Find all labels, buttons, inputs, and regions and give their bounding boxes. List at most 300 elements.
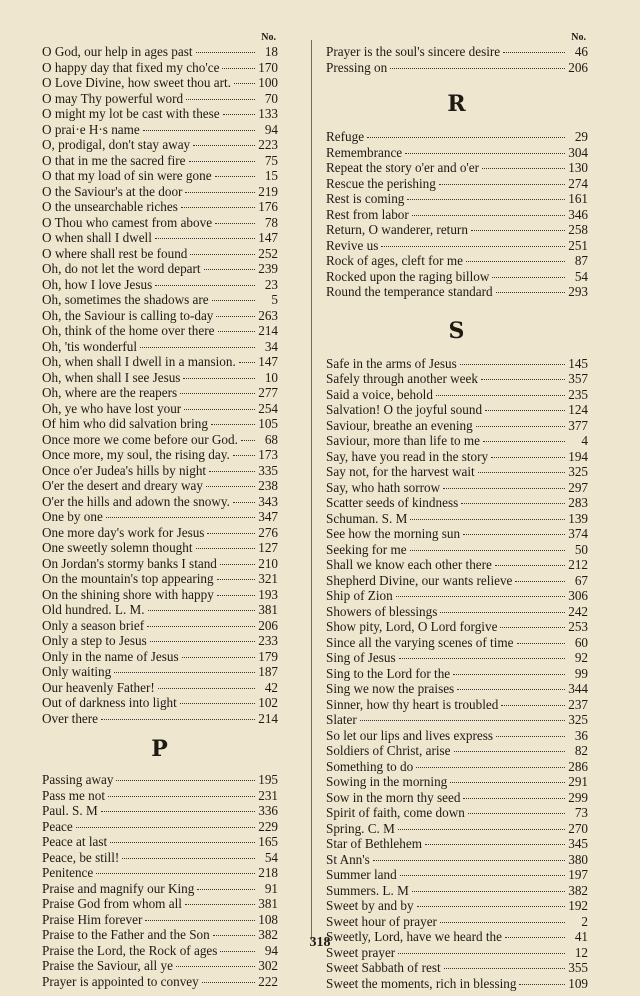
dot-leader [360, 720, 565, 721]
hymn-number: 73 [574, 805, 588, 820]
index-entry [326, 253, 588, 269]
dot-leader [398, 829, 565, 830]
entry-title: Oh, when shall I see Jesus [42, 369, 181, 385]
dot-leader [206, 486, 255, 487]
entry-title: Ship of Zion [326, 588, 393, 603]
hymn-number: 374 [568, 526, 588, 541]
dot-leader [184, 409, 255, 410]
entry-title: Seeking for me [326, 541, 407, 557]
entry-title: So let our lips and lives express [326, 727, 494, 743]
dot-leader [482, 168, 565, 169]
index-entry [42, 695, 278, 711]
hymn-number: 147 [258, 230, 278, 245]
entry-title: Rescue the perishing [326, 175, 436, 191]
entry-title: Praise to the Father and the Son [42, 927, 210, 942]
dot-leader [180, 703, 255, 704]
hymn-number: 50 [574, 541, 588, 557]
entry-title: Sing we now the praises [326, 681, 455, 696]
hymn-number: 176 [258, 199, 278, 214]
index-entry [42, 834, 278, 850]
dot-leader [143, 130, 255, 131]
entry-title: Peace [42, 818, 73, 834]
hymn-number: 130 [568, 160, 588, 175]
dot-leader [425, 844, 565, 845]
entry-title: Only a step to Jesus [42, 633, 147, 648]
index-entry [326, 145, 588, 161]
dot-leader [155, 285, 255, 286]
hymn-number: 214 [258, 710, 278, 726]
index-entry [326, 284, 588, 300]
dot-leader [108, 796, 255, 797]
hymn-number: 108 [258, 911, 278, 927]
page-number: 318 [309, 935, 331, 950]
hymn-number: 165 [258, 834, 278, 849]
hymn-number: 41 [574, 929, 588, 944]
hymn-number: 105 [258, 416, 278, 431]
dot-leader [101, 719, 255, 720]
index-entry [42, 664, 278, 680]
entry-title: Oh, the Saviour is calling to-day [42, 307, 214, 323]
index-entry [42, 509, 278, 525]
entry-title: O Thou who camest from above [42, 214, 213, 230]
dot-leader [373, 860, 565, 861]
dot-leader [196, 548, 255, 549]
index-entry [326, 805, 588, 821]
dot-leader [440, 612, 565, 613]
index-entry [42, 385, 278, 401]
hymn-number: 276 [258, 524, 278, 540]
entry-title: O when shall I dwell [42, 230, 152, 245]
entry-title: Saviour, more than life to me [326, 433, 481, 448]
hymn-number: 270 [568, 820, 588, 836]
index-entry [42, 199, 278, 215]
entry-title: Shepherd Divine, our wants relieve [326, 572, 513, 588]
index-entry [42, 788, 278, 804]
dot-leader [176, 966, 255, 967]
dot-leader [471, 230, 565, 231]
entry-title: O God, our help in ages past [42, 44, 193, 59]
entry-title: Paul. S. M [42, 803, 98, 818]
index-entry [42, 680, 278, 696]
hymn-number: 283 [568, 495, 588, 510]
p-entries-continued [326, 44, 588, 75]
hymn-number: 291 [568, 774, 588, 789]
entry-title: O'er the hills and adown the snowy. [42, 493, 230, 509]
hymn-number: 139 [568, 510, 588, 526]
hymn-number: 127 [258, 540, 278, 555]
index-entry [42, 137, 278, 153]
hymn-number: 382 [258, 927, 278, 942]
dot-leader [114, 672, 255, 673]
entry-title: Only in the name of Jesus [42, 648, 179, 664]
index-entry [42, 339, 278, 355]
dot-leader [116, 780, 255, 781]
entry-title: Since all the varying scenes of time [326, 634, 514, 650]
index-entry [326, 176, 588, 192]
index-entry [42, 354, 278, 370]
index-entry [326, 883, 588, 899]
entry-title: One by one [42, 509, 103, 524]
dot-leader [519, 984, 565, 985]
hymn-number: 345 [568, 836, 588, 851]
entry-title: St Ann's [326, 851, 370, 867]
hymn-number: 277 [258, 385, 278, 400]
hymn-number: 242 [568, 603, 588, 619]
dot-leader [241, 440, 255, 441]
dot-leader [468, 813, 565, 814]
index-entry [326, 588, 588, 604]
hymn-number: 173 [258, 447, 278, 462]
index-entry [42, 60, 278, 76]
index-entry [42, 772, 278, 788]
index-entry [42, 819, 278, 835]
hymn-number: 100 [258, 75, 278, 90]
index-entry [326, 160, 588, 176]
index-entry [42, 401, 278, 417]
entry-title: Spring. C. M [326, 820, 395, 836]
dot-leader [181, 207, 255, 208]
index-entry [42, 44, 278, 60]
index-entry [326, 573, 588, 589]
dot-leader [444, 968, 565, 969]
entry-title: One sweetly solemn thought [42, 540, 193, 555]
dot-leader [222, 68, 255, 69]
hymn-number: 195 [258, 772, 278, 787]
dot-leader [186, 99, 255, 100]
dot-leader [405, 153, 565, 154]
entry-title: Praise Him forever [42, 911, 143, 927]
index-entry [326, 681, 588, 697]
dot-leader [399, 658, 565, 659]
hymn-number: 346 [568, 206, 588, 222]
index-entry [42, 602, 278, 618]
dot-leader [495, 565, 565, 566]
entry-title: Sow in the morn thy seed [326, 789, 461, 805]
entry-title: Rock of ages, cleft for me [326, 253, 463, 268]
index-entry [326, 557, 588, 573]
dot-leader [398, 953, 565, 954]
entry-title: O may Thy powerful word [42, 90, 184, 106]
entry-title: Repeat the story o'er and o'er [326, 160, 480, 175]
entry-title: Sweet prayer [326, 944, 396, 960]
entry-title: Pass me not [42, 787, 106, 803]
index-entry [42, 261, 278, 277]
hymn-number: 254 [258, 400, 278, 416]
dot-leader [453, 674, 565, 675]
number-column-header: No. [571, 32, 586, 43]
dot-leader [216, 316, 255, 317]
entry-title: Sweet by and by [326, 898, 414, 913]
index-entry [326, 697, 588, 713]
hymn-number: 206 [258, 617, 278, 633]
dot-leader [416, 767, 565, 768]
dot-leader [481, 379, 565, 380]
index-entry [326, 898, 588, 914]
number-column-header: No. [261, 32, 276, 43]
entry-title: Rocked upon the raging billow [326, 268, 490, 284]
hymn-number: 286 [568, 758, 588, 774]
hymn-number: 355 [568, 960, 588, 975]
hymn-number: 124 [568, 402, 588, 417]
hymn-number: 193 [258, 586, 278, 602]
index-entry [326, 371, 588, 387]
hymn-number: 306 [568, 588, 588, 603]
index-entry [42, 184, 278, 200]
dot-leader [515, 581, 565, 582]
hymn-number: 68 [264, 431, 278, 447]
entry-title: Old hundred. L. M. [42, 602, 145, 617]
dot-leader [197, 889, 255, 890]
hymn-number: 297 [568, 479, 588, 495]
dot-leader [223, 114, 255, 115]
index-entry [326, 650, 588, 666]
index-entry [42, 463, 278, 479]
hymn-number: 377 [568, 417, 588, 433]
hymn-number: 321 [258, 571, 278, 586]
index-entry [326, 129, 588, 145]
hymn-number: 145 [568, 355, 588, 371]
dot-leader [234, 83, 255, 84]
index-entry [326, 464, 588, 480]
entry-title: Shall we know each other there [326, 557, 492, 572]
dot-leader [460, 364, 565, 365]
dot-leader [215, 176, 255, 177]
hymn-number: 380 [568, 851, 588, 867]
dot-leader [106, 517, 255, 518]
hymn-number: 251 [568, 237, 588, 253]
entry-title: Sing of Jesus [326, 650, 396, 665]
dot-leader [496, 292, 565, 293]
r-entries [326, 129, 588, 300]
index-entry [326, 238, 588, 254]
index-entry [42, 711, 278, 727]
hymn-number: 87 [574, 253, 588, 268]
entry-title: Once more, my soul, the rising day. [42, 447, 230, 462]
dot-leader [396, 596, 565, 597]
hymn-number: 231 [258, 787, 278, 803]
hymn-number: 60 [574, 634, 588, 650]
entry-title: Said a voice, behold [326, 386, 433, 402]
index-entry [326, 207, 588, 223]
entry-title: Say not, for the harvest wait [326, 464, 475, 479]
entry-title: Revive us [326, 237, 379, 253]
index-entry [42, 587, 278, 603]
entry-title: Showers of blessings [326, 603, 438, 619]
index-entry [326, 418, 588, 434]
index-entry [326, 495, 588, 511]
section-letter-p: P [151, 736, 169, 762]
index-entry [326, 666, 588, 682]
index-entry [42, 556, 278, 572]
dot-leader [155, 238, 255, 239]
entry-title: See how the morning sun [326, 526, 461, 541]
entry-title: Oh, sometimes the shadows are [42, 292, 209, 307]
entry-title: O prai·e H·s name [42, 121, 140, 137]
index-entry [42, 850, 278, 866]
index-entry [42, 912, 278, 928]
hymn-number: 293 [568, 284, 588, 299]
dot-leader [492, 277, 565, 278]
dot-leader [463, 798, 565, 799]
entry-title: Oh, do not let the word depart [42, 261, 201, 276]
index-entry [42, 246, 278, 262]
index-entry [326, 635, 588, 651]
hymn-number: 299 [568, 789, 588, 805]
dot-leader [76, 827, 255, 828]
entry-title: Oh, where are the reapers [42, 385, 178, 400]
entry-title: Rest from labor [326, 206, 409, 222]
dot-leader [485, 410, 565, 411]
hymn-number: 15 [264, 168, 278, 183]
index-entry [42, 633, 278, 649]
entry-title: Say, have you read in the story [326, 448, 489, 464]
entry-title: Oh, when shall I dwell in a mansion. [42, 354, 236, 369]
dot-leader [439, 184, 565, 185]
entry-title: Summers. L. M [326, 882, 409, 898]
index-entry [42, 168, 278, 184]
dot-leader [148, 610, 255, 611]
dot-leader [218, 331, 256, 332]
dot-leader [410, 550, 565, 551]
section-letter-s: S [448, 317, 466, 344]
dot-leader [390, 68, 565, 69]
dot-leader [215, 223, 255, 224]
index-entry [326, 867, 588, 883]
hymn-number: 304 [568, 144, 588, 160]
hymn-number: 357 [568, 371, 588, 386]
dot-leader [478, 472, 565, 473]
index-entry [42, 478, 278, 494]
hymn-number: 10 [264, 369, 278, 385]
index-entry [42, 153, 278, 169]
dot-leader [450, 782, 565, 783]
dot-leader [454, 751, 565, 752]
hymn-number: 222 [258, 973, 278, 989]
hymn-number: 325 [568, 464, 588, 479]
index-entry [42, 292, 278, 308]
hymn-number: 4 [581, 433, 588, 448]
index-entry [42, 215, 278, 231]
hymn-number: 235 [568, 386, 588, 402]
entry-title: Peace, be still! [42, 849, 120, 865]
hymn-number: 70 [264, 90, 278, 106]
column-divider [311, 40, 312, 940]
entry-title: Penitence [42, 865, 94, 880]
entry-title: Oh, ye who have lost your [42, 400, 182, 416]
hymn-number: 274 [568, 175, 588, 191]
entry-title: One more day's work for Jesus [42, 524, 205, 540]
hymn-number: 258 [568, 222, 588, 237]
entry-title: Remembrance [326, 144, 403, 160]
dot-leader [202, 982, 255, 983]
dot-leader [211, 424, 255, 425]
dot-leader [110, 842, 255, 843]
dot-leader [147, 626, 255, 627]
index-entry [326, 728, 588, 744]
dot-leader [217, 579, 255, 580]
hymn-number: 161 [568, 191, 588, 206]
hymn-number: 2 [581, 913, 588, 929]
dot-leader [233, 502, 255, 503]
index-entry [326, 836, 588, 852]
index-entry [326, 44, 588, 60]
index-entry [326, 433, 588, 449]
index-entry [42, 525, 278, 541]
section-letter-r: R [447, 91, 467, 117]
dot-leader [501, 705, 565, 706]
index-entry [326, 914, 588, 930]
entry-title: Prayer is appointed to convey [42, 973, 199, 989]
dot-leader [463, 534, 565, 535]
index-entry [42, 881, 278, 897]
entry-title: Only a season brief [42, 617, 145, 633]
hymn-number: 23 [264, 276, 278, 292]
hymn-number: 252 [258, 245, 278, 261]
hymn-number: 381 [258, 602, 278, 617]
entry-title: Once o'er Judea's hills by night [42, 462, 207, 478]
hymn-number: 223 [258, 137, 278, 152]
dot-leader [190, 254, 255, 255]
index-entry [42, 649, 278, 665]
index-entry [42, 323, 278, 339]
index-entry [42, 277, 278, 293]
hymn-number: 263 [258, 307, 278, 323]
hymn-number: 133 [258, 106, 278, 121]
dot-leader [193, 145, 255, 146]
hymn-number: 82 [574, 743, 588, 758]
entry-title: Praise the Lord, the Rock of ages [42, 942, 218, 958]
dot-leader [145, 920, 255, 921]
entry-title: Oh, how I love Jesus [42, 276, 153, 292]
dot-leader [217, 595, 255, 596]
s-entries [326, 356, 588, 992]
index-entry [42, 106, 278, 122]
entry-title: Sweet the moments, rich in blessing [326, 975, 517, 991]
index-entry [326, 821, 588, 837]
entry-title: O Love Divine, how sweet thou art. [42, 75, 231, 90]
index-entry [326, 604, 588, 620]
index-entry [326, 526, 588, 542]
hymn-number: 212 [568, 557, 588, 572]
index-entry [326, 222, 588, 238]
hymn-number: 238 [258, 478, 278, 493]
dot-leader [185, 192, 255, 193]
hymn-number: 42 [264, 679, 278, 695]
index-entry [326, 269, 588, 285]
dot-leader [150, 641, 255, 642]
dot-leader [466, 261, 565, 262]
entry-title: Soldiers of Christ, arise [326, 743, 451, 758]
dot-leader [407, 199, 565, 200]
entry-title: Prayer is the soul's sincere desire [326, 44, 501, 59]
hymn-number: 239 [258, 261, 278, 276]
hymn-number: 170 [258, 59, 278, 75]
index-entry [326, 387, 588, 403]
index-entry [42, 432, 278, 448]
hymn-number: 91 [264, 880, 278, 896]
entry-title: Scatter seeds of kindness [326, 495, 459, 510]
entry-title: Sowing in the morning [326, 774, 448, 789]
dot-leader [443, 488, 565, 489]
dot-leader [381, 246, 565, 247]
dot-leader [209, 471, 255, 472]
dot-leader [367, 137, 565, 138]
hymn-number: 54 [264, 849, 278, 865]
index-entry [42, 974, 278, 990]
index-entry [326, 759, 588, 775]
index-entry [42, 618, 278, 634]
dot-leader [417, 906, 565, 907]
